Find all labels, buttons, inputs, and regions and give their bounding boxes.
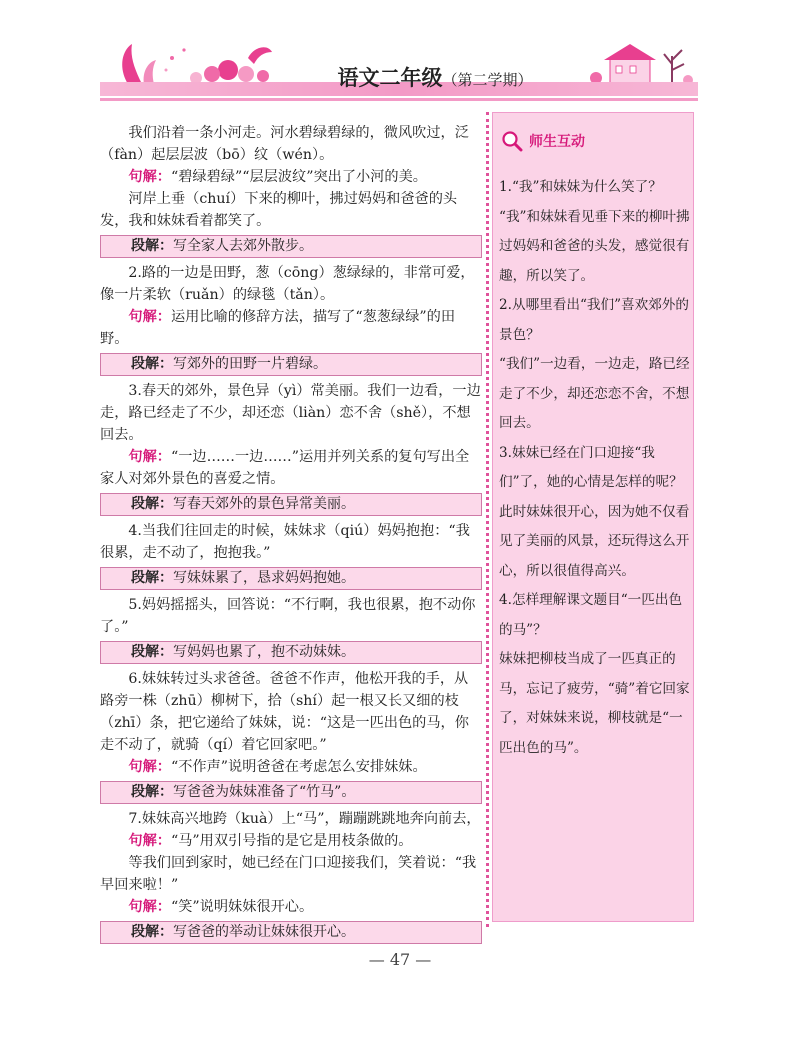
paragraph: 我们沿着一条小河走。河水碧绿碧绿的，微风吹过，泛（fàn）起层层波（bō）纹（wén）。: [100, 125, 469, 163]
note-label: 句解：: [128, 759, 171, 775]
summary-label: 段解：: [131, 356, 173, 372]
question: 1.“我”和妹妹为什么笑了？: [499, 179, 662, 195]
panel-heading: [501, 127, 585, 155]
answer: “我”和妹妹看见垂下来的柳叶拂过妈妈和爸爸的头发，感觉很有趣，所以笑了。: [499, 208, 690, 284]
paragraph-summary-bar: [100, 235, 482, 258]
summary-label: 段解：: [131, 496, 173, 512]
paragraph: 7.妹妹高兴地跨（kuà）上“马”，蹦蹦跳跳地奔向前去，: [128, 811, 481, 827]
summary-text: 写妹妹累了，恳求妈妈抱她。: [173, 570, 355, 586]
house-tree-decoration-icon: [588, 36, 698, 88]
note-label: 句解：: [128, 833, 171, 849]
summary-label: 段解：: [131, 644, 173, 660]
summary-text: 写爸爸为妹妹准备了“竹马”。: [173, 784, 356, 800]
paragraph-summary-bar: [100, 493, 482, 516]
summary-label: 段解：: [131, 924, 173, 940]
sentence-note: [100, 896, 482, 918]
summary-label: 段解：: [131, 238, 173, 254]
note-text: “笑”说明妹妹很开心。: [170, 899, 314, 915]
qa-list: [499, 173, 691, 763]
paragraph-summary-bar: [100, 353, 482, 376]
panel-heading-text: 师生互动: [529, 134, 585, 150]
sentence-note: [100, 756, 482, 778]
paragraph: 4.当我们往回走的时候，妹妹求（qiú）妈妈抱抱：“我很累，走不动了，抱抱我。”: [100, 523, 470, 561]
note-label: 句解：: [128, 899, 171, 915]
paragraph: 等我们回到家时，她已经在门口迎接我们，笑着说：“我早回来啦！”: [100, 855, 477, 893]
note-text: “一边……一边……”运用并列关系的复句写出全家人对郊外景色的喜爱之情。: [100, 449, 470, 487]
summary-label: 段解：: [131, 784, 173, 800]
page-header: [100, 30, 698, 110]
magnifier-icon: [501, 130, 523, 152]
note-text: “碧绿碧绿”“层层波纹”突出了小河的美。: [170, 169, 427, 185]
question: 3.妹妹已经在门口迎接“我们”了，她的心情是怎样的呢？: [499, 444, 683, 490]
sentence-note: [100, 830, 482, 852]
paragraph-summary-bar: [100, 641, 482, 664]
summary-text: 写爸爸的举动让妹妹很开心。: [173, 924, 355, 940]
sentence-note: [100, 166, 482, 188]
text-column: [100, 122, 482, 948]
title-subtitle: （第二学期）: [442, 71, 533, 89]
sentence-note: [100, 306, 482, 350]
answer: 此时妹妹很开心，因为她不仅看见了美丽的风景，还玩得这么开心，所以很值得高兴。: [499, 503, 690, 579]
page-title: [305, 62, 565, 92]
paragraph-summary-bar: [100, 921, 482, 944]
answer: “我们”一边看，一边走，路已经走了不少，却还恋恋不舍，不想回去。: [499, 356, 690, 431]
paragraph: 5.妈妈摇摇头，回答说：“不行啊，我也很累，抱不动你了。”: [100, 597, 476, 635]
answer: 妹妹把柳枝当成了一匹真正的马，忘记了疲劳，“骑”着它回家了，对妹妹来说，柳枝就是“一匹出色的马”。: [499, 651, 690, 756]
paragraph-summary-bar: [100, 781, 482, 804]
note-label: 句解：: [128, 169, 171, 185]
sentence-note: [100, 446, 482, 490]
question: 4.怎样理解课文题目“一匹出色的马”？: [499, 592, 683, 638]
paragraph: 2.路的一边是田野，葱（cōng）葱绿绿的，非常可爱，像一片柔软（ruǎn）的绿毯（tǎn）。: [100, 265, 475, 303]
title-text: 语文二年级: [337, 66, 443, 90]
summary-label: 段解：: [131, 570, 173, 586]
paragraph: 3.春天的郊外，景色异（yì）常美丽。我们一边看，一边走，路已经走了不少，却还恋（liàn）恋不舍（shě），不想回去。: [100, 383, 481, 443]
paragraph: 河岸上垂（chuí）下来的柳叶，拂过妈妈和爸爸的头发，我和妹妹看着都笑了。: [100, 191, 458, 229]
dotted-divider: [486, 112, 489, 927]
summary-text: 写郊外的田野一片碧绿。: [173, 356, 327, 372]
summary-text: 写全家人去郊外散步。: [173, 238, 313, 254]
note-text: “不作声”说明爸爸在考虑怎么安排妹妹。: [170, 759, 427, 775]
page-number: — 47 —: [368, 950, 432, 969]
summary-text: 写妈妈也累了，抱不动妹妹。: [173, 644, 355, 660]
paragraph-summary-bar: [100, 567, 482, 590]
paragraph: 6.妹妹转过头求爸爸。爸爸不作声，他松开我的手，从路旁一株（zhū）柳树下，拾（shí）起一根又长又细的枝（zhī）条，把它递给了妹妹，说：“这是一匹出色的马，你走不动了，就骑（qí）着它回家吧。”: [100, 671, 469, 753]
question: 2.从哪里看出“我们”喜欢郊外的景色？: [499, 297, 689, 343]
note-label: 句解：: [128, 449, 171, 465]
note-label: 句解：: [128, 309, 171, 325]
flower-decoration-icon: [108, 38, 278, 86]
note-text: “马”用双引号指的是它是用枝条做的。: [170, 833, 413, 849]
summary-text: 写春天郊外的景色异常美丽。: [173, 496, 355, 512]
note-text: 运用比喻的修辞方法，描写了“葱葱绿绿”的田野。: [100, 309, 456, 347]
interaction-panel: [492, 112, 694, 922]
header-stripe: [100, 98, 698, 101]
